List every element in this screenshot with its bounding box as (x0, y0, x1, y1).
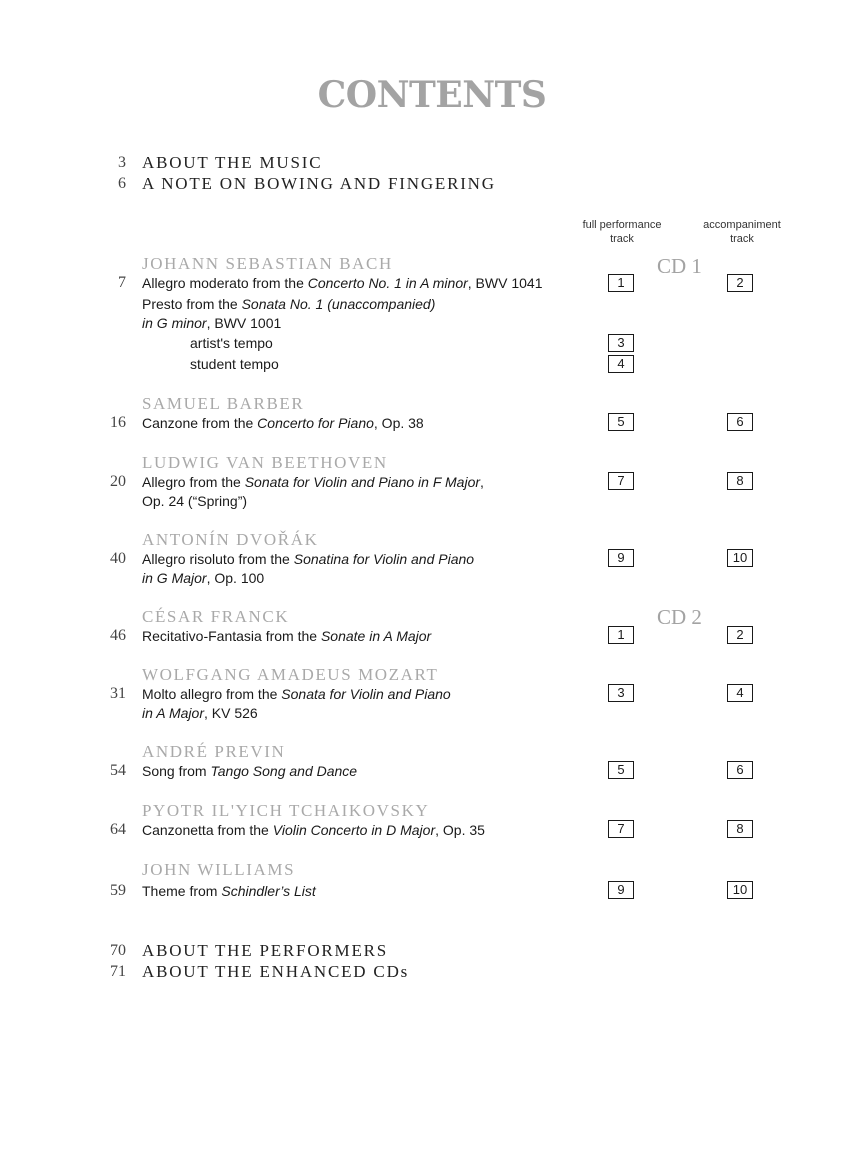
work-title[interactable] (142, 763, 357, 779)
full-track-number: 7 (608, 820, 634, 838)
page-number: 59 (110, 882, 126, 899)
work-italic: Sonata for Violin and Piano in F Major (244, 474, 481, 490)
page-number: 70 (110, 942, 126, 959)
full-track-number: 1 (608, 626, 634, 644)
work-title-line2 (142, 705, 258, 721)
cd-label: CD 1 (657, 254, 702, 278)
accompaniment-track-number: 6 (727, 761, 753, 779)
header-line: track (610, 233, 634, 245)
work-title[interactable] (142, 686, 451, 702)
page-number: 16 (110, 414, 126, 431)
cd-label: CD 2 (657, 605, 702, 629)
page-number: 40 (110, 550, 126, 567)
work-text: Presto from the (142, 296, 242, 312)
header-line: accompaniment (703, 219, 781, 231)
work-italic: Sonatina for Violin and Piano (293, 551, 475, 567)
work-title[interactable] (142, 628, 431, 644)
work-text: , BWV 1041 (467, 275, 543, 291)
work-italic: Sonata for Violin and Piano (281, 686, 451, 702)
accompaniment-track-number: 10 (727, 881, 753, 899)
work-text: , Op. 100 (206, 570, 265, 586)
work-text: Canzonetta from the (142, 822, 273, 838)
page-number: 20 (110, 473, 126, 490)
composer-name: PYOTR IL'YICH TCHAIKOVSKY (142, 801, 430, 820)
composer-name: ANDRÉ PREVIN (142, 742, 286, 761)
accompaniment-track-number: 10 (727, 549, 753, 567)
work-title-line2: Op. 24 (“Spring”) (142, 493, 248, 509)
work-italic: in A Major (142, 705, 204, 721)
accompaniment-track-number: 8 (727, 820, 753, 838)
full-track-number: 9 (608, 881, 634, 899)
full-track-number: 3 (608, 684, 634, 702)
accompaniment-track-number: 6 (727, 413, 753, 431)
composer-name: SAMUEL BARBER (142, 394, 305, 413)
page-number: 71 (110, 963, 126, 980)
composer-name: JOHANN SEBASTIAN BACH (142, 254, 393, 273)
work-text: Molto allegro from the (142, 686, 282, 702)
work-italic: Violin Concerto in D Major (272, 822, 436, 838)
work-text: , (480, 474, 484, 490)
work-italic: Sonate in A Major (320, 628, 432, 644)
work-title[interactable] (142, 883, 316, 899)
page-title: CONTENTS (317, 74, 547, 116)
work-title[interactable] (142, 474, 484, 490)
work-italic: in G Major (142, 570, 207, 586)
page-number: 6 (118, 175, 126, 192)
page-number: 54 (110, 762, 126, 779)
composer-name: CÉSAR FRANCK (142, 607, 290, 626)
work-title[interactable] (142, 275, 542, 291)
page-number: 7 (118, 274, 126, 291)
header-line: track (730, 233, 754, 245)
toc-entry-about-performers[interactable]: ABOUT THE PERFORMERS (142, 941, 389, 960)
accompaniment-track-number: 4 (727, 684, 753, 702)
header-line: full performance (582, 219, 662, 231)
composer-name: JOHN WILLIAMS (142, 860, 296, 879)
work-title[interactable] (142, 296, 435, 312)
accompaniment-track-header (692, 218, 792, 246)
work-title-line2 (142, 315, 281, 331)
composer-name: WOLFGANG AMADEUS MOZART (142, 665, 439, 684)
work-title-line2 (142, 570, 264, 586)
work-italic: in G minor (142, 315, 207, 331)
tempo-option-student[interactable]: student tempo (190, 356, 279, 372)
work-italic: Concerto for Piano (257, 415, 374, 431)
work-italic: Sonata No. 1 (unaccompanied) (241, 296, 436, 312)
full-track-number: 5 (608, 413, 634, 431)
work-text: Allegro risoluto from the (142, 551, 294, 567)
work-text: , KV 526 (203, 705, 258, 721)
page-number: 46 (110, 627, 126, 644)
work-text: Recitativo-Fantasia from the (142, 628, 321, 644)
toc-entry-bowing-fingering[interactable]: A NOTE ON BOWING AND FINGERING (142, 174, 496, 193)
work-text: , Op. 35 (435, 822, 485, 838)
composer-name: ANTONÍN DVOŘÁK (142, 530, 319, 549)
work-text: Allegro from the (142, 474, 245, 490)
accompaniment-track-number: 2 (727, 274, 753, 292)
work-text: Allegro moderato from the (142, 275, 308, 291)
work-italic: Tango Song and Dance (210, 763, 358, 779)
work-text: Canzone from the (142, 415, 258, 431)
full-track-number: 5 (608, 761, 634, 779)
full-track-number: 1 (608, 274, 634, 292)
work-text: , Op. 38 (373, 415, 424, 431)
toc-entry-about-music[interactable]: ABOUT THE MUSIC (142, 153, 323, 172)
full-track-number: 7 (608, 472, 634, 490)
work-title[interactable] (142, 415, 424, 431)
full-track-number: 3 (608, 334, 634, 352)
tempo-option-artist[interactable]: artist's tempo (190, 335, 273, 351)
work-title[interactable] (142, 551, 474, 567)
accompaniment-track-number: 2 (727, 626, 753, 644)
work-italic: Concerto No. 1 in A minor (307, 275, 468, 291)
work-italic: Schindler’s List (221, 883, 316, 899)
work-text: Song from (142, 763, 211, 779)
page-number: 64 (110, 821, 126, 838)
work-title[interactable] (142, 822, 485, 838)
full-performance-track-header (572, 218, 672, 246)
composer-name: LUDWIG VAN BEETHOVEN (142, 453, 388, 472)
full-track-number: 4 (608, 355, 634, 373)
accompaniment-track-number: 8 (727, 472, 753, 490)
page-number: 3 (118, 154, 126, 171)
work-text: , BWV 1001 (206, 315, 282, 331)
full-track-number: 9 (608, 549, 634, 567)
toc-entry-about-enhanced-cds[interactable]: ABOUT THE ENHANCED CDs (142, 962, 410, 981)
work-text: Theme from (142, 883, 222, 899)
page-number: 31 (110, 685, 126, 702)
